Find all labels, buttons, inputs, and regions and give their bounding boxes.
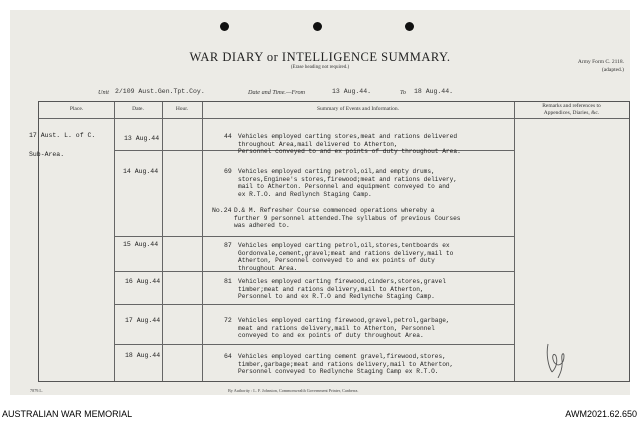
handwritten-initials (542, 338, 572, 378)
entry-vehicle-count: 64 (224, 353, 232, 360)
entry-vehicle-count: 87 (224, 242, 232, 249)
row-rule (114, 344, 514, 345)
header-rule (39, 118, 629, 119)
form-number-block (578, 58, 624, 74)
entry-text: Vehicles employed carting stores,meat and rations delivered throughout Area,mail delivered to Atherton, Personnel conveyed to and ex points of duty throughout Area. (238, 133, 461, 156)
date-label: Date and Time.—From (248, 89, 306, 96)
place-line-1: 17 Aust. L. of C. (29, 132, 96, 139)
unit-value: 2/109 Aust.Gen.Tpt.Coy. (115, 88, 205, 95)
col-head-date: Date. (132, 106, 144, 112)
diary-sheet (10, 10, 630, 395)
place-line-2: Sub-Area. (29, 151, 65, 158)
entry-text: Vehicles employed carting firewood,gravel,petrol,garbage, meat and rations delivery,mail to Atherton, Personnel conveyed to and ex points of duty throughout Area. (238, 317, 450, 340)
form-title: WAR DIARY or INTELLIGENCE SUMMARY. (189, 50, 451, 64)
entry-text: Vehicles employed carting firewood,cinders,stores,gravel timber;meat and rations delivery,mail to Atherton, Personnel to and ex R.T.O and Redlynche Staging Camp. (238, 278, 446, 301)
col-head-summary: Summary of Events and Information. (316, 106, 400, 112)
entry-vehicle-count: 72 (224, 317, 232, 324)
col-divider-place (114, 102, 115, 381)
to-label: To (400, 89, 406, 96)
entry-text: Vehicles employed carting petrol,oil,stores,tentboards ex Gordonvale,cement,gravel;meat and rations delivery,mail to Atherton, Personnel conveyed to and ex points of duty throughout Area. (238, 242, 454, 272)
entry-text: Vehicles employed carting cement gravel,firewood,stores, timber,garbage;meat and rations delivery,mail to Atherton, Personnel conveyed to Redlynche Staging Camp ex R.T.O. (238, 353, 454, 376)
caption-institution: AUSTRALIAN WAR MEMORIAL (2, 409, 133, 419)
form-note: (adapted.) (601, 67, 624, 73)
entry-date: 16 Aug.44 (125, 278, 161, 285)
punch-hole-center (313, 22, 322, 31)
entry-date: 15 Aug.44 (123, 241, 159, 248)
punch-hole-right (405, 22, 414, 31)
unit-label: Unit (98, 89, 110, 96)
col-divider-date (162, 102, 163, 381)
row-rule (114, 236, 514, 237)
form-subtitle: (Erase heading not required.) (290, 65, 350, 70)
form-number: Army Form C. 2118. (577, 59, 624, 65)
col-head-remarks-line1: Remarks and references to (542, 103, 601, 109)
col-head-hour: Hour. (175, 106, 189, 112)
entry-date: 14 Aug.44 (123, 168, 159, 175)
entry-vehicle-count: 81 (224, 278, 232, 285)
entry-text: Vehicles employed carting petrol,oil,and empty drums, stores,Enginee's stores,firewood;meat and rations delivery, mail to Atherton. Personnel and equipment conveyed to and ex R.T.O. and Redlynch Staging Camp. (238, 168, 458, 198)
col-head-place: Place. (69, 106, 84, 112)
row-rule (114, 304, 514, 305)
entry-vehicle-count: 69 (224, 168, 232, 175)
col-divider-remarks (514, 102, 515, 381)
entry-text: D.& M. Refresher Course commenced operations whereby a further 9 personnel attended.The syllabus of previous Courses was adhered to. (234, 207, 461, 230)
printer-authority: By Authority : L. F. Johnston, Commonwealth Government Printer, Canberra. (228, 388, 359, 393)
col-head-remarks (514, 103, 629, 116)
entry-vehicle-count: 44 (224, 133, 232, 140)
date-to: 18 Aug.44. (414, 88, 454, 95)
entry-date: 18 Aug.44 (125, 352, 161, 359)
punch-hole-left (220, 22, 229, 31)
col-head-remarks-line2: Appendices, Diaries, &c. (543, 109, 600, 116)
print-code: 7879.L. (30, 388, 44, 393)
entry-course-number: No.24 (212, 207, 232, 214)
entry-date: 17 Aug.44 (125, 317, 161, 324)
entry-date: 13 Aug.44 (124, 135, 160, 142)
col-divider-hour (202, 102, 203, 381)
date-from: 13 Aug.44. (332, 88, 372, 95)
caption-accession: AWM2021.62.650 (565, 409, 637, 419)
